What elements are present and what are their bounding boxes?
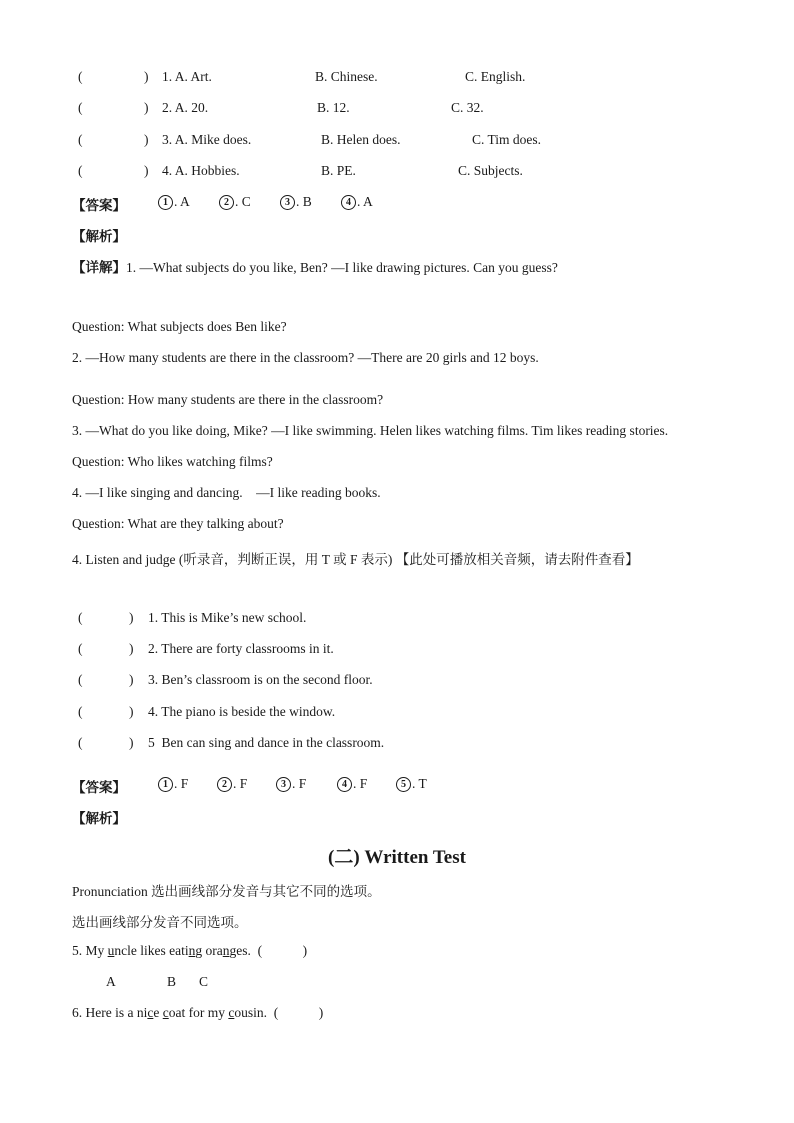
- answer-blank[interactable]: [262, 943, 303, 958]
- paren-open: (: [78, 163, 83, 178]
- paren-close: ): [129, 610, 134, 625]
- option-a: 3. A. Mike does.: [162, 132, 252, 147]
- option-label: B: [167, 974, 177, 989]
- paren-open: (: [78, 672, 83, 687]
- detail-line: 2. —How many students are there in the classroom? —There are 20 girls and 12 boys.: [72, 350, 539, 365]
- option-b: B. 12.: [317, 100, 350, 115]
- answer-item: 2 . F: [217, 776, 247, 792]
- answer-item: 4 . F: [337, 776, 367, 792]
- answer-item: 4 . A: [341, 194, 373, 210]
- option-c: C. English.: [465, 69, 526, 84]
- option-label: A: [106, 974, 116, 989]
- option-b: B. PE.: [321, 163, 356, 178]
- listen-judge-heading: 4. Listen and judge (听录音，判断正误，用 T 或 F 表示) 【此处可播放相关音频，请去附件查看】: [72, 552, 639, 567]
- detail-line: 3. —What do you like doing, Mike? —I like swimming. Helen likes watching films. Tim likes reading stories.: [72, 423, 669, 438]
- paren-open: (: [78, 132, 83, 147]
- paren-open: (: [78, 704, 83, 719]
- pronunciation-intro: Pronunciation 选出画线部分发音与其它不同的选项。: [72, 884, 381, 899]
- judge-text: 1. This is Mike’s new school.: [148, 610, 307, 625]
- paren-close: ): [144, 163, 149, 178]
- detail-line: [72, 256, 558, 276]
- option-c: C. Tim does.: [472, 132, 542, 147]
- detail-label: 【详解】: [72, 260, 126, 275]
- answer-item: 2 . C: [219, 194, 251, 210]
- answer-item: 5 . T: [396, 776, 427, 792]
- answer-blank[interactable]: [278, 1005, 319, 1020]
- judge-text: 3. Ben’s classroom is on the second floor.: [148, 672, 373, 687]
- detail-question: Question: What subjects does Ben like?: [72, 319, 287, 334]
- underlined-letter: n: [188, 943, 196, 958]
- underlined-letter: c: [147, 1005, 154, 1020]
- option-b: B. Helen does.: [321, 132, 401, 147]
- judge-text: 4. The piano is beside the window.: [148, 704, 336, 719]
- option-c: C. 32.: [451, 100, 484, 115]
- analysis-label: 【解析】: [72, 229, 126, 244]
- section-title: (二) Written Test: [328, 847, 466, 868]
- option-b: B. Chinese.: [315, 69, 378, 84]
- paren-close: ): [129, 672, 134, 687]
- answer-label: 【答案】: [72, 780, 126, 795]
- paren-open: (: [78, 610, 83, 625]
- option-a: 4. A. Hobbies.: [162, 163, 240, 178]
- question-6: 6. Here is a nice coat for my cousin. ( ): [72, 1005, 324, 1020]
- judge-text: 2. There are forty classrooms in it.: [148, 641, 334, 656]
- answer-item: 3 . B: [280, 194, 312, 210]
- detail-text: 1. —What subjects do you like, Ben? —I like drawing pictures. Can you guess?: [126, 260, 558, 275]
- paren-close: ): [144, 100, 149, 115]
- answer-item: 1 . F: [158, 776, 188, 792]
- paren-close: ): [129, 735, 134, 750]
- paren-open: (: [78, 641, 83, 656]
- answer-label: 【答案】: [72, 198, 126, 213]
- underlined-letter: c: [162, 1005, 169, 1020]
- paren-close: ): [144, 132, 149, 147]
- option-label: C: [199, 974, 209, 989]
- question-5: 5. My uncle likes eating oranges. ( ): [72, 943, 308, 958]
- detail-question: Question: What are they talking about?: [72, 516, 284, 531]
- underlined-letter: u: [107, 943, 115, 958]
- option-c: C. Subjects.: [458, 163, 523, 178]
- detail-question: Question: Who likes watching films?: [72, 454, 273, 469]
- analysis-label: 【解析】: [72, 811, 126, 826]
- option-a: 1. A. Art.: [162, 69, 212, 84]
- paren-close: ): [129, 641, 134, 656]
- judge-text: 5 Ben can sing and dance in the classroom.: [148, 735, 385, 750]
- paren-open: (: [78, 100, 83, 115]
- paren-open: (: [78, 735, 83, 750]
- paren-close: ): [129, 704, 134, 719]
- underlined-letter: n: [222, 943, 230, 958]
- option-a: 2. A. 20.: [162, 100, 209, 115]
- paren-open: (: [78, 69, 83, 84]
- answer-item: 3 . F: [276, 776, 306, 792]
- pronunciation-instruction: 选出画线部分发音不同选项。: [72, 915, 248, 930]
- detail-question: Question: How many students are there in the classroom?: [72, 392, 384, 407]
- answer-item: 1 . A: [158, 194, 190, 210]
- underlined-letter: c: [228, 1005, 235, 1020]
- paren-close: ): [144, 69, 149, 84]
- detail-line: 4. —I like singing and dancing. —I like reading books.: [72, 485, 381, 500]
